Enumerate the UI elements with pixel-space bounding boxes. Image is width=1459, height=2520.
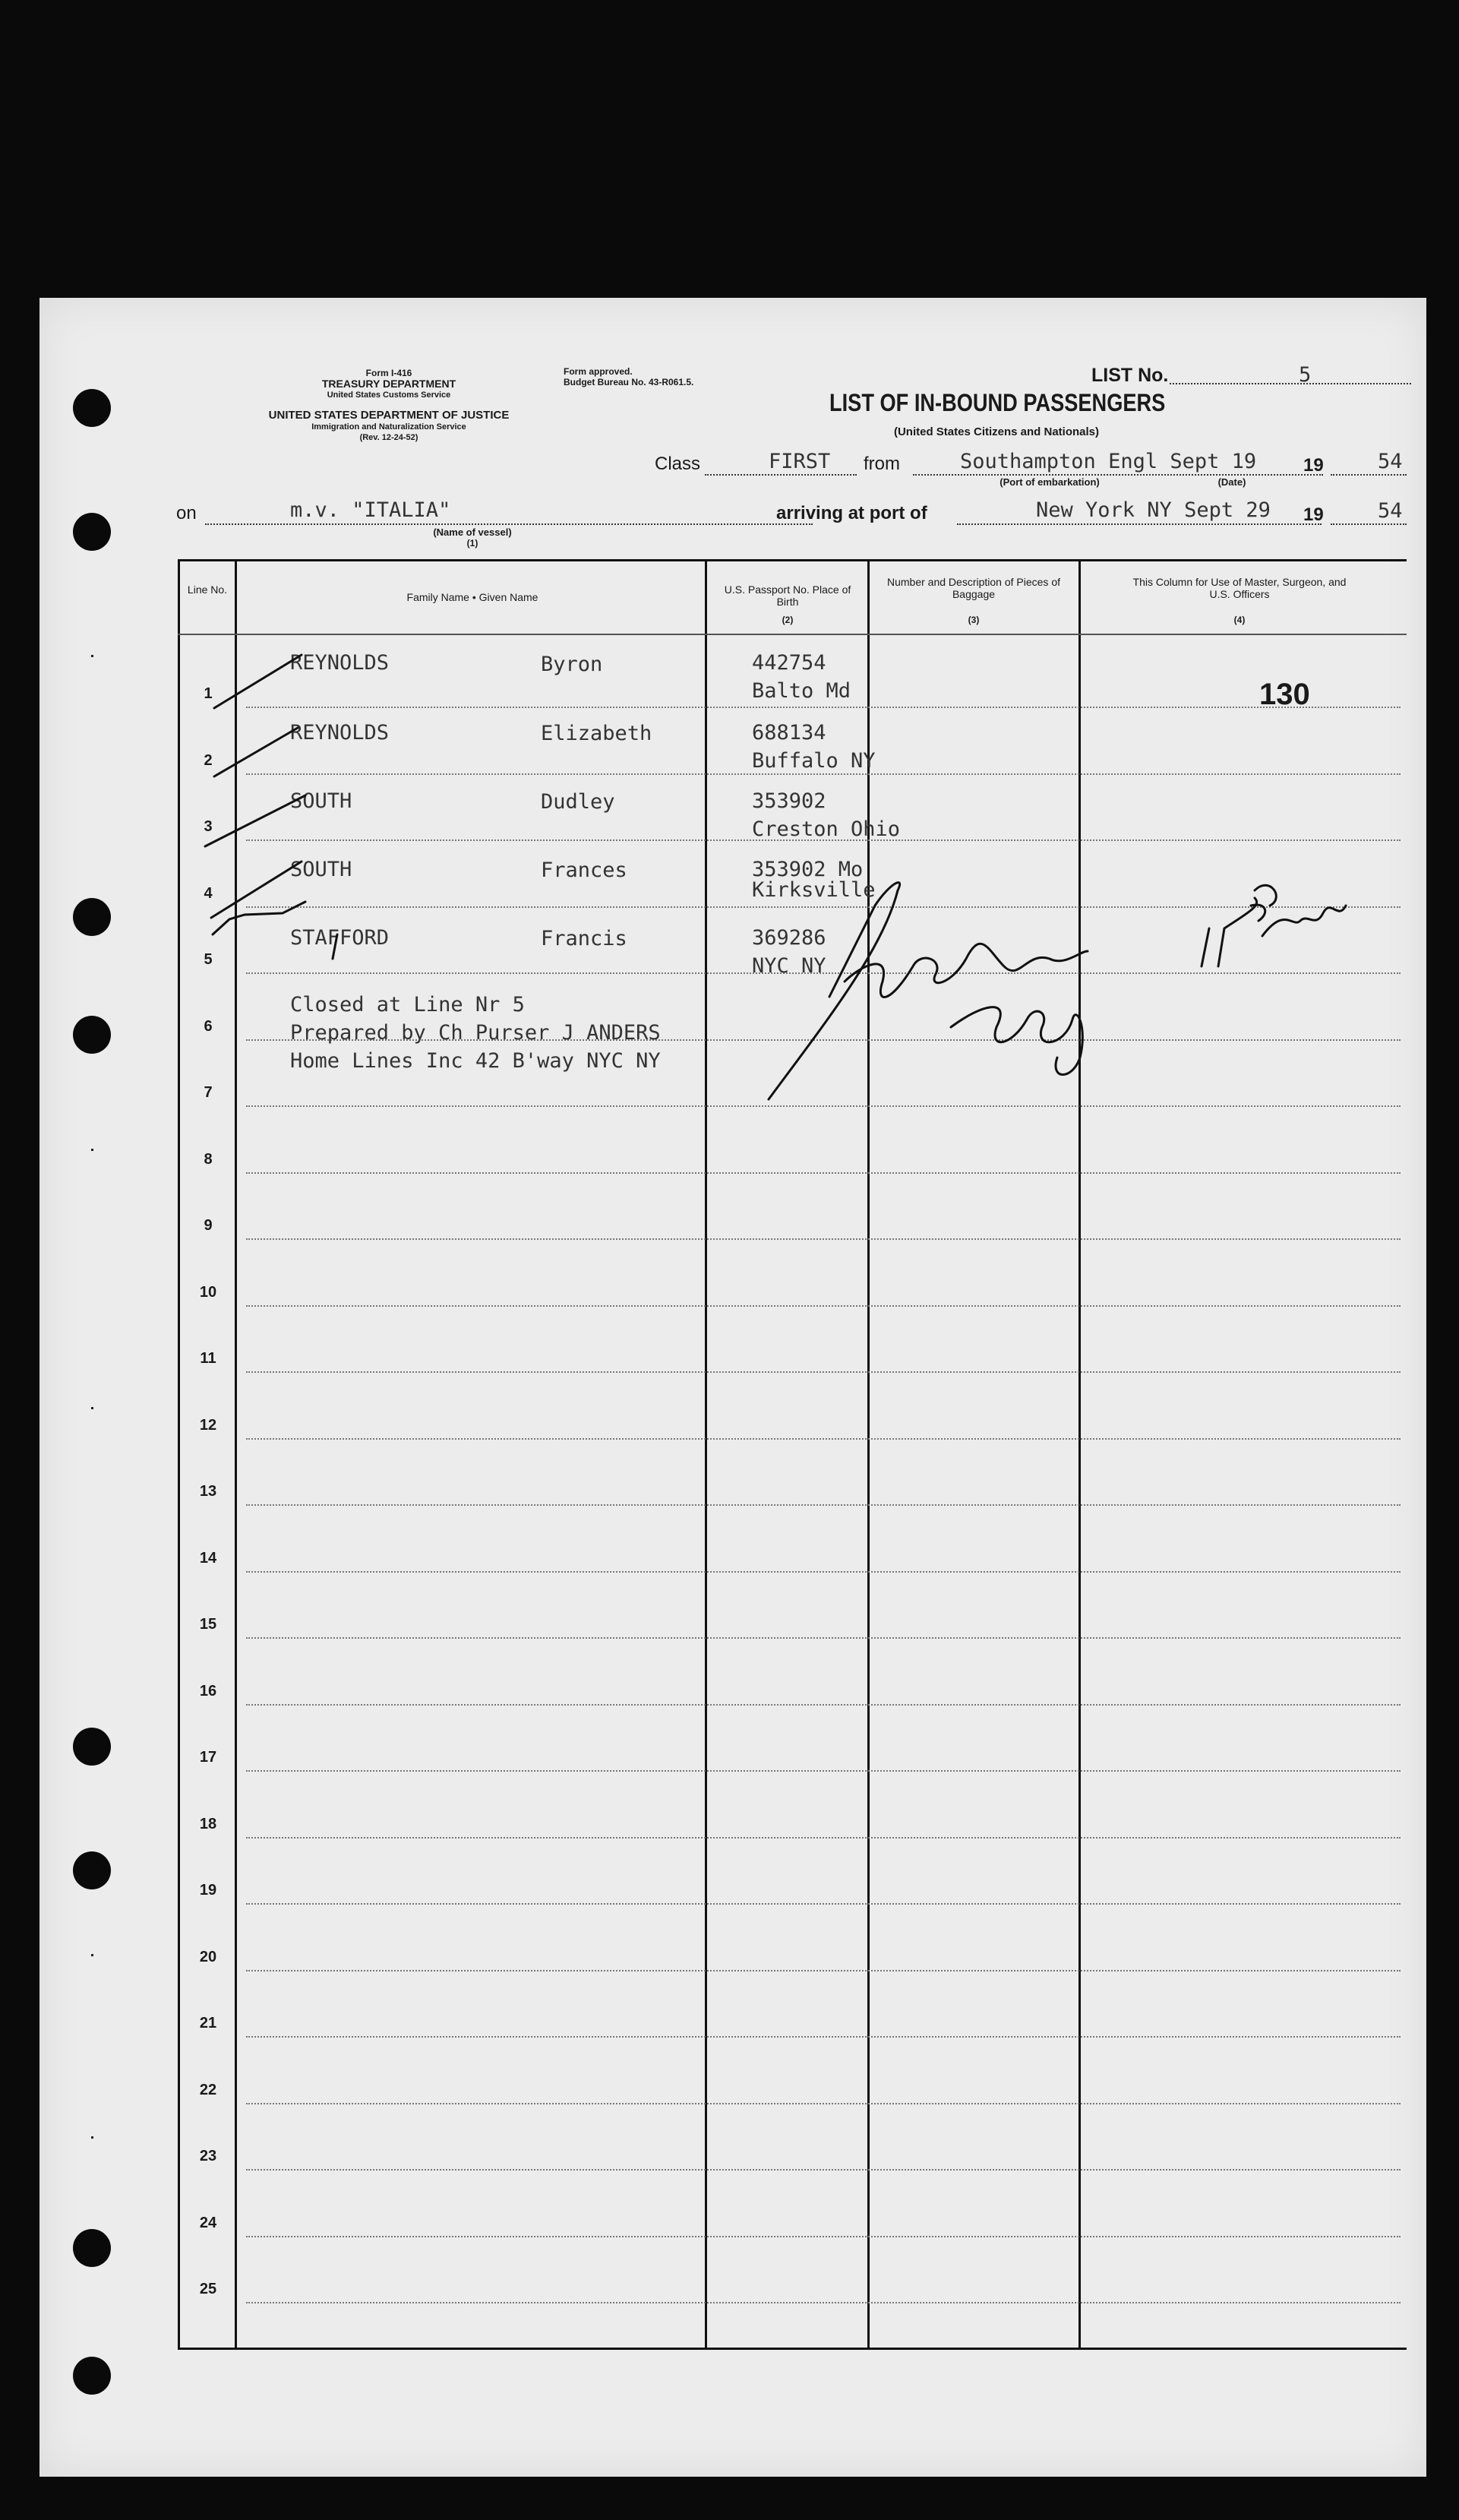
passenger-3-given: Dudley	[541, 790, 615, 814]
col-header-name: Family Name • Given Name	[406, 591, 538, 603]
passenger-list-form	[39, 298, 1426, 2477]
year-prefix-1: 19	[1303, 455, 1324, 476]
line-number: 18	[199, 1815, 217, 1832]
line-number: 10	[199, 1283, 217, 1301]
col-header-officers: This Column for Use of Master, Surgeon, and U.S. Officers	[1132, 576, 1347, 600]
passenger-5-birth: NYC NY	[752, 954, 826, 978]
header-separator	[178, 634, 1407, 635]
prepared-by-note: Prepared by Ch Purser J ANDERS	[290, 1021, 661, 1045]
passenger-2-passport: 688134	[752, 721, 826, 745]
company-note: Home Lines Inc 42 B'way NYC NY	[290, 1049, 661, 1073]
form-subtitle: (United States Citizens and Nationals)	[893, 425, 1100, 438]
row-line	[246, 1238, 1401, 1240]
passenger-1-birth: Balto Md	[752, 679, 851, 703]
passenger-1-given: Byron	[541, 653, 603, 676]
line-number: 15	[199, 1616, 217, 1633]
class-label: Class	[655, 454, 701, 474]
col-header-passport-no: (2)	[782, 615, 794, 625]
form-number: Form I-416	[365, 368, 412, 378]
line-number: 4	[204, 884, 213, 902]
year-prefix-2: 19	[1303, 504, 1324, 525]
passenger-2-family: REYNOLDS	[290, 721, 390, 745]
line-number: 16	[199, 1682, 217, 1699]
col-header-baggage-no: (3)	[968, 615, 980, 625]
year-2: 54	[1378, 499, 1403, 523]
passenger-5-passport: 369286	[752, 926, 826, 950]
row-line	[246, 1837, 1401, 1839]
passenger-4-passport: 353902 Mo	[752, 858, 864, 881]
form-title: LIST OF IN-BOUND PASSENGERS	[829, 389, 1166, 416]
closing-note: Closed at Line Nr 5	[290, 993, 525, 1017]
row-line	[246, 1770, 1401, 1772]
passenger-3-family: SOUTH	[290, 789, 352, 813]
col-header-baggage: Number and Description of Pieces of Baggage	[887, 576, 1060, 600]
list-no-value: 5	[1299, 363, 1312, 387]
col-header-officers-no: (4)	[1233, 615, 1246, 625]
line-number: 2	[204, 751, 213, 769]
line-number: 6	[204, 1017, 213, 1035]
form-approved: Form approved.	[564, 366, 633, 377]
justice-dept: UNITED STATES DEPARTMENT OF JUSTICE	[268, 409, 510, 422]
row-line	[246, 1371, 1401, 1373]
row-line	[246, 906, 1401, 908]
passenger-1-family: REYNOLDS	[290, 651, 390, 675]
revision: (Rev. 12-24-52)	[359, 433, 418, 442]
date-caption: (Date)	[1217, 476, 1246, 488]
passenger-2-birth: Buffalo NY	[752, 749, 876, 773]
row-line	[246, 2302, 1401, 2303]
col-header-line: Line No.	[187, 583, 228, 596]
line-number: 9	[204, 1217, 213, 1234]
table-bottom-border	[178, 2348, 1407, 2350]
binder-hole	[73, 1016, 111, 1054]
line-number: 22	[199, 2081, 217, 2098]
row-line	[246, 1172, 1401, 1174]
line-number: 8	[204, 1150, 213, 1168]
line-number: 19	[199, 1882, 217, 1899]
passenger-4-given: Frances	[541, 858, 627, 882]
binder-hole	[73, 1851, 111, 1889]
binder-hole	[73, 2229, 111, 2267]
passenger-2-given: Elizabeth	[541, 722, 652, 745]
row-line	[246, 1903, 1401, 1905]
row-line	[246, 1637, 1401, 1639]
row-line	[246, 1438, 1401, 1440]
line-number: 1	[204, 685, 213, 702]
line-number: 7	[204, 1084, 213, 1101]
passenger-5-family: STAFFORD	[290, 926, 390, 950]
row-line	[246, 1504, 1401, 1506]
row-line	[246, 773, 1401, 775]
row-line	[246, 1305, 1401, 1307]
line-number: 23	[199, 2148, 217, 2164]
signature	[769, 883, 1088, 1099]
passenger-1-passport: 442754	[752, 651, 826, 675]
budget-bureau: Budget Bureau No. 43-R061.5.	[564, 377, 694, 387]
year-1: 54	[1378, 450, 1403, 473]
from-label: from	[864, 454, 900, 474]
line-number: 24	[199, 2214, 217, 2231]
arriving-label: arriving at port of	[776, 503, 927, 523]
row-line	[246, 2036, 1401, 2038]
ins-service: Immigration and Naturalization Service	[311, 422, 466, 432]
passenger-4-family: SOUTH	[290, 858, 352, 881]
vessel-value: m.v. "ITALIA"	[290, 498, 451, 522]
row-line	[246, 2236, 1401, 2237]
line-number: 20	[199, 1948, 217, 1965]
line-number: 11	[200, 1350, 216, 1367]
row-line	[246, 2103, 1401, 2104]
line-number: 17	[199, 1749, 217, 1766]
passenger-4-birth: Kirksville	[752, 878, 876, 902]
line-number: 25	[199, 2281, 217, 2297]
port-embark-caption: (Port of embarkation)	[1000, 476, 1100, 488]
stamp-number: 130	[1259, 678, 1310, 711]
vessel-caption: (Name of vessel)	[433, 526, 512, 538]
binder-hole	[73, 513, 111, 551]
binder-hole	[73, 2357, 111, 2395]
class-value: FIRST	[769, 450, 831, 473]
passenger-5-given: Francis	[541, 927, 627, 950]
line-number: 21	[199, 2015, 217, 2031]
passenger-3-passport: 353902	[752, 789, 826, 813]
row-line	[246, 1571, 1401, 1573]
treasury-dept: TREASURY DEPARTMENT	[321, 378, 456, 390]
col-header-passport: U.S. Passport No. Place of Birth	[724, 583, 851, 608]
on-label: on	[176, 503, 197, 523]
table-top-border	[178, 559, 1407, 561]
time-note	[1202, 885, 1346, 966]
row-line	[246, 1704, 1401, 1706]
passenger-3-birth: Creston Ohio	[752, 817, 901, 841]
row-line	[246, 2169, 1401, 2171]
list-no-label: LIST No.	[1091, 365, 1169, 386]
arrival-value: New York NY Sept 29	[1036, 498, 1271, 522]
line-number: 14	[199, 1549, 217, 1567]
customs-service: United States Customs Service	[327, 390, 451, 400]
binder-hole	[73, 898, 111, 936]
col-divider-name	[705, 559, 707, 2350]
col-divider-baggage	[1078, 559, 1081, 2350]
binder-hole	[73, 389, 111, 427]
vessel-col-number: (1)	[466, 538, 478, 549]
line-number: 5	[204, 951, 213, 968]
row-line	[246, 707, 1401, 708]
row-line	[246, 1970, 1401, 1971]
row-line	[246, 1105, 1401, 1107]
binder-hole	[73, 1728, 111, 1766]
line-number: 13	[199, 1483, 217, 1500]
line-number: 12	[199, 1416, 217, 1434]
line-number: 3	[204, 818, 213, 835]
from-value: Southampton Engl Sept 19	[960, 450, 1257, 473]
